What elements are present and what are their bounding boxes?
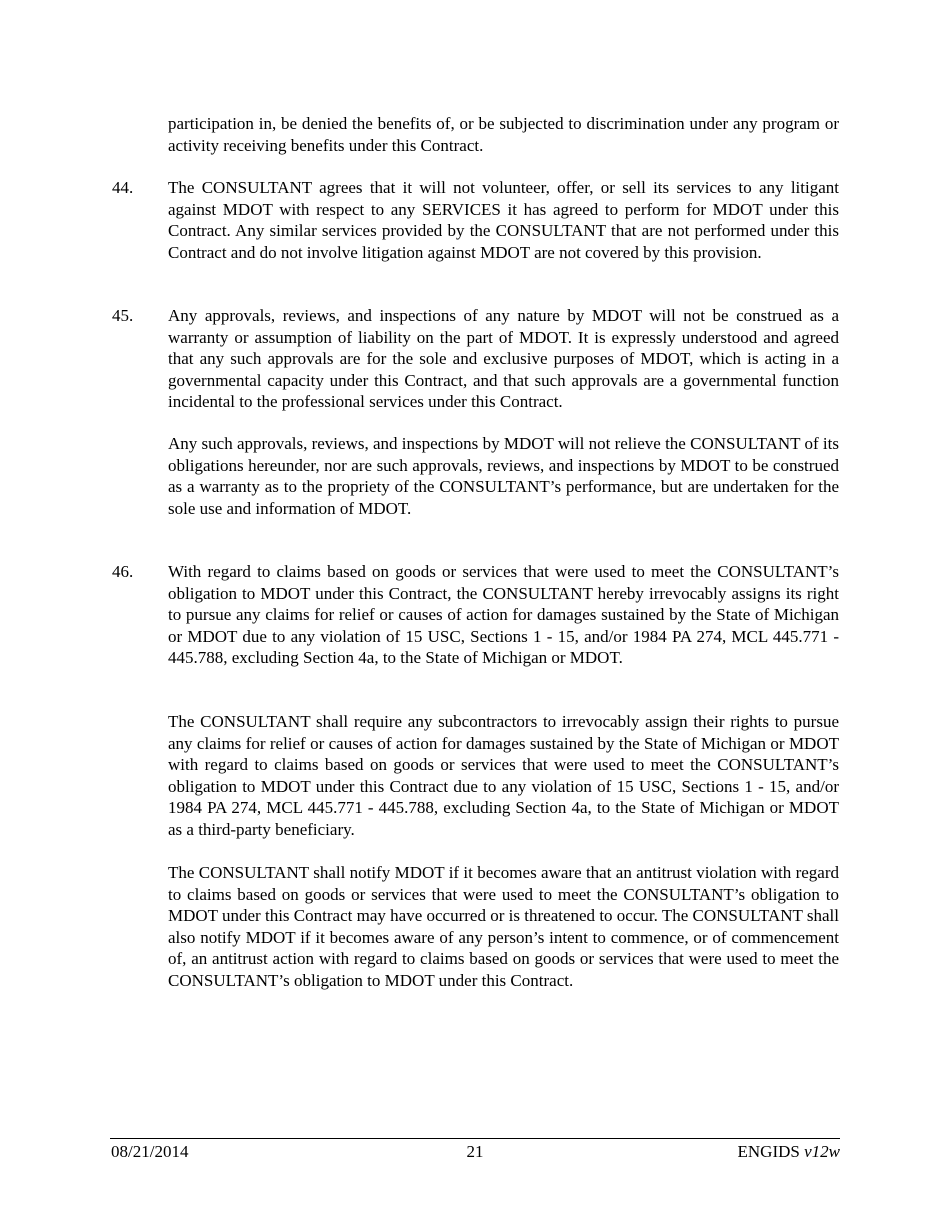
footer-doc-id <box>738 1141 840 1163</box>
item-44-paragraph: The CONSULTANT agrees that it will not volunteer, offer, or sell its services to any litigant against MDOT with respect to any SERVICES it has agreed to perform for MDOT under this Contract. Any similar services provided by the CONSULTANT that are not performed under this Contract and do not involve litigation against MDOT are not covered by this provision. <box>168 178 839 262</box>
footer-doc-name: ENGIDS <box>737 1142 800 1161</box>
item-46-paragraph-3: The CONSULTANT shall notify MDOT if it becomes aware that an antitrust violation with regard to claims based on goods or services that were used to meet the CONSULTANT’s obligation to MDOT under this Contract may have occurred or is threatened to occur. The CONSULTANT shall also notify MDOT if it becomes aware of any person’s intent to commence, or of commencement of, an antitrust action with regard to claims based on goods or services that were used to meet the CONSULTANT’s obligation to MDOT under this Contract. <box>168 863 839 990</box>
item-number-45: 45. <box>112 306 134 325</box>
item-46-paragraph-2: The CONSULTANT shall require any subcontractors to irrevocably assign their rights to pursue any claims for relief or causes of action for damages sustained by the State of Michigan or MDOT with regard to claims based on goods or services that were used to meet the CONSULTANT’s obligation to MDOT under this Contract due to any violation of 15 USC, Sections 1 - 15, and/or 1984 PA 274, MCL 445.771 - 445.788, excluding Section 4a, to the State of Michigan or MDOT as a third-party beneficiary. <box>168 712 839 839</box>
footer-version: v12w <box>804 1142 840 1161</box>
footer-page-number: 21 <box>466 1142 484 1161</box>
item-45-paragraph-2: Any such approvals, reviews, and inspections by MDOT will not relieve the CONSULTANT of its obligations hereunder, nor are such approvals, reviews, and inspections by MDOT to be construed as a warranty as to the propriety of the CONSULTANT’s performance, but are undertaken for the sole use and information of MDOT. <box>168 434 839 518</box>
item-46-paragraph-1: With regard to claims based on goods or services that were used to meet the CONSULTANT’s obligation to MDOT under this Contract, the CONSULTANT hereby irrevocably assigns its right to pursue any claims for relief or causes of action for damages sustained by the State of Michigan or MDOT due to any violation of 15 USC, Sections 1 - 15, and/or 1984 PA 274, MCL 445.771 - 445.788, excluding Section 4a, to the State of Michigan or MDOT. <box>168 562 839 667</box>
footer-date: 08/21/2014 <box>111 1142 189 1161</box>
footer-divider <box>110 1138 840 1139</box>
item-number-44: 44. <box>112 178 134 197</box>
item-number-46: 46. <box>112 562 134 581</box>
item-45-paragraph-1: Any approvals, reviews, and inspections of any nature by MDOT will not be construed as a warranty or assumption of liability on the part of MDOT. It is expressly understood and agreed that any such approvals are for the sole and exclusive purposes of MDOT, which is acting in a governmental capacity under this Contract, and that such approvals are a governmental function incidental to the professional services under this Contract. <box>168 306 839 411</box>
continuation-paragraph: participation in, be denied the benefits of, or be subjected to discrimination under any program or activity receiving benefits under this Contract. <box>168 114 839 155</box>
